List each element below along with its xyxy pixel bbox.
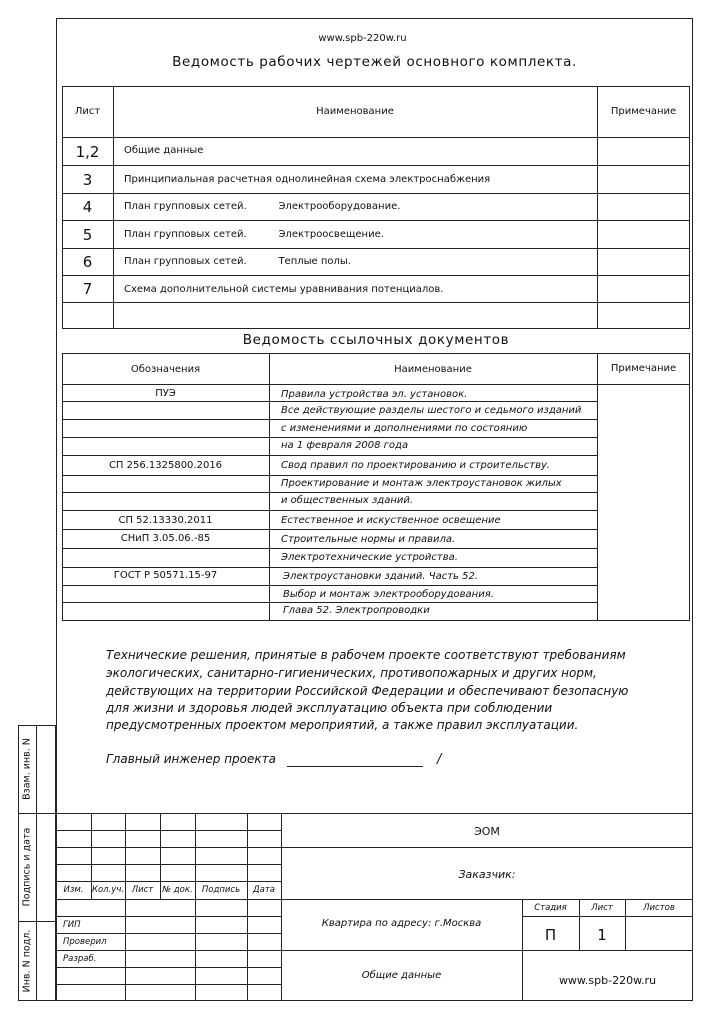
ref-name: Естественное и искуственное освещение (281, 515, 501, 526)
ref-name: Строительные нормы и правила. (281, 534, 456, 545)
stamp-col-label: Дата (252, 885, 275, 895)
stamp-sheet-name: Общие данные (361, 970, 442, 981)
drawing-sheet: 1,2 (75, 143, 100, 161)
stamp-role-checked: Проверил (63, 937, 107, 947)
statement-line: действующих на территории Российской Федерации и обеспечивают безопасную (106, 684, 629, 698)
stamp-col-label: Изм. (63, 885, 84, 895)
ref-name: Свод правил по проектированию и строительству. (281, 460, 551, 471)
drawing-sheet: 7 (82, 280, 93, 298)
stamp-code: ЭОМ (474, 825, 500, 838)
drawing-sheet: 4 (82, 198, 93, 216)
ref-name: Проектирование и монтаж электроустановок жилых (281, 478, 562, 489)
drawing-sheet: 5 (82, 226, 93, 244)
ref-name: Электротехнические устройства. (281, 552, 458, 563)
stamp-sheets-label: Листов (643, 903, 675, 913)
drawing-name: План групповых сетей. Теплые полы. (124, 256, 351, 267)
side-label-inv-v: Взам. инв. N (21, 738, 33, 800)
drawing-name: Схема дополнительной системы уравнивания потенциалов. (124, 284, 444, 295)
ref-name: на 1 февраля 2008 года (281, 440, 409, 451)
stamp-customer: Заказчик: (458, 868, 516, 881)
signature-line (287, 766, 423, 767)
statement-line: Технические решения, принятые в рабочем проекте соответствуют требованиям (106, 648, 626, 662)
stamp-role-developer: Разраб. (63, 954, 97, 964)
refs-col-header-note: Примечание (610, 363, 677, 374)
col-header-name: Наименование (316, 106, 394, 117)
stamp-stage: П (544, 926, 557, 944)
ref-name: и общественных зданий. (281, 495, 414, 506)
side-label-inv-podl: Инв. N подл. (21, 929, 33, 993)
statement-line: для жизни и здоровья людей эксплуатацию объекта при соблюдении (106, 701, 553, 715)
col-header-sheet: Лист (74, 106, 101, 117)
stamp-col-label: № док. (162, 885, 193, 895)
ref-name: Выбор и монтаж электрооборудования. (283, 589, 494, 600)
header-url[interactable]: www.spb-220w.ru (318, 33, 407, 44)
refs-col-header-code: Обозначения (130, 364, 201, 375)
stamp-sheet: 1 (597, 926, 607, 944)
stamp-col-label: Подпись (201, 885, 241, 895)
drawing-name: План групповых сетей. Электрооборудование. (124, 201, 401, 212)
refs-title: Ведомость ссылочных документов (242, 332, 510, 348)
ref-name: с изменениями и дополнениями по состоянию (281, 423, 528, 434)
ref-name: Глава 52. Электропроводки (283, 605, 430, 616)
stamp-url[interactable]: www.spb-220w.ru (558, 974, 657, 987)
title-block (56, 813, 693, 814)
ref-code: ПУЭ (155, 388, 176, 399)
signature-label: Главный инженер проекта (106, 752, 276, 766)
drawing-sheet: 3 (82, 171, 93, 189)
drawing-name: Общие данные (124, 145, 204, 156)
drawing-name: Принципиальная расчетная однолинейная схема электроснабжения (124, 174, 491, 185)
signature-slash: / (437, 752, 442, 767)
ref-name: Правила устройства эл. установок. (281, 389, 468, 400)
stamp-col-label: Лист (131, 885, 154, 895)
ref-name: Электроустановки зданий. Часть 52. (283, 571, 479, 582)
ref-code: СНиП 3.05.06.-85 (120, 533, 211, 544)
drawing-name: План групповых сетей. Электроосвещение. (124, 229, 384, 240)
refs-col-header-name: Наименование (394, 364, 472, 375)
statement-line: экологических, санитарно-гигиенических, противопожарных и других норм, (106, 666, 597, 680)
stamp-role-gip: ГИП (63, 920, 81, 930)
ref-code: СП 256.1325800.2016 (108, 460, 223, 471)
ref-code: СП 52.13330.2011 (118, 515, 213, 526)
ref-code: ГОСТ Р 50571.15-97 (113, 570, 218, 581)
stamp-col-label: Кол.уч. (91, 885, 125, 895)
col-header-note: Примечание (610, 106, 677, 117)
ref-name: Все действующие разделы шестого и седьмого изданий (281, 405, 582, 416)
stamp-address: Квартира по адресу: г.Москва (321, 918, 482, 929)
drawing-sheet: 6 (82, 253, 93, 271)
stamp-sheet-label: Лист (591, 903, 613, 913)
stamp-stage-label: Стадия (534, 903, 567, 913)
page-title: Ведомость рабочих чертежей основного комплекта. (172, 54, 577, 70)
statement-line: предусмотренных проектом мероприятий, а также правил эксплуатации. (106, 718, 579, 732)
side-label-podpis: Подпись и дата (21, 827, 33, 907)
